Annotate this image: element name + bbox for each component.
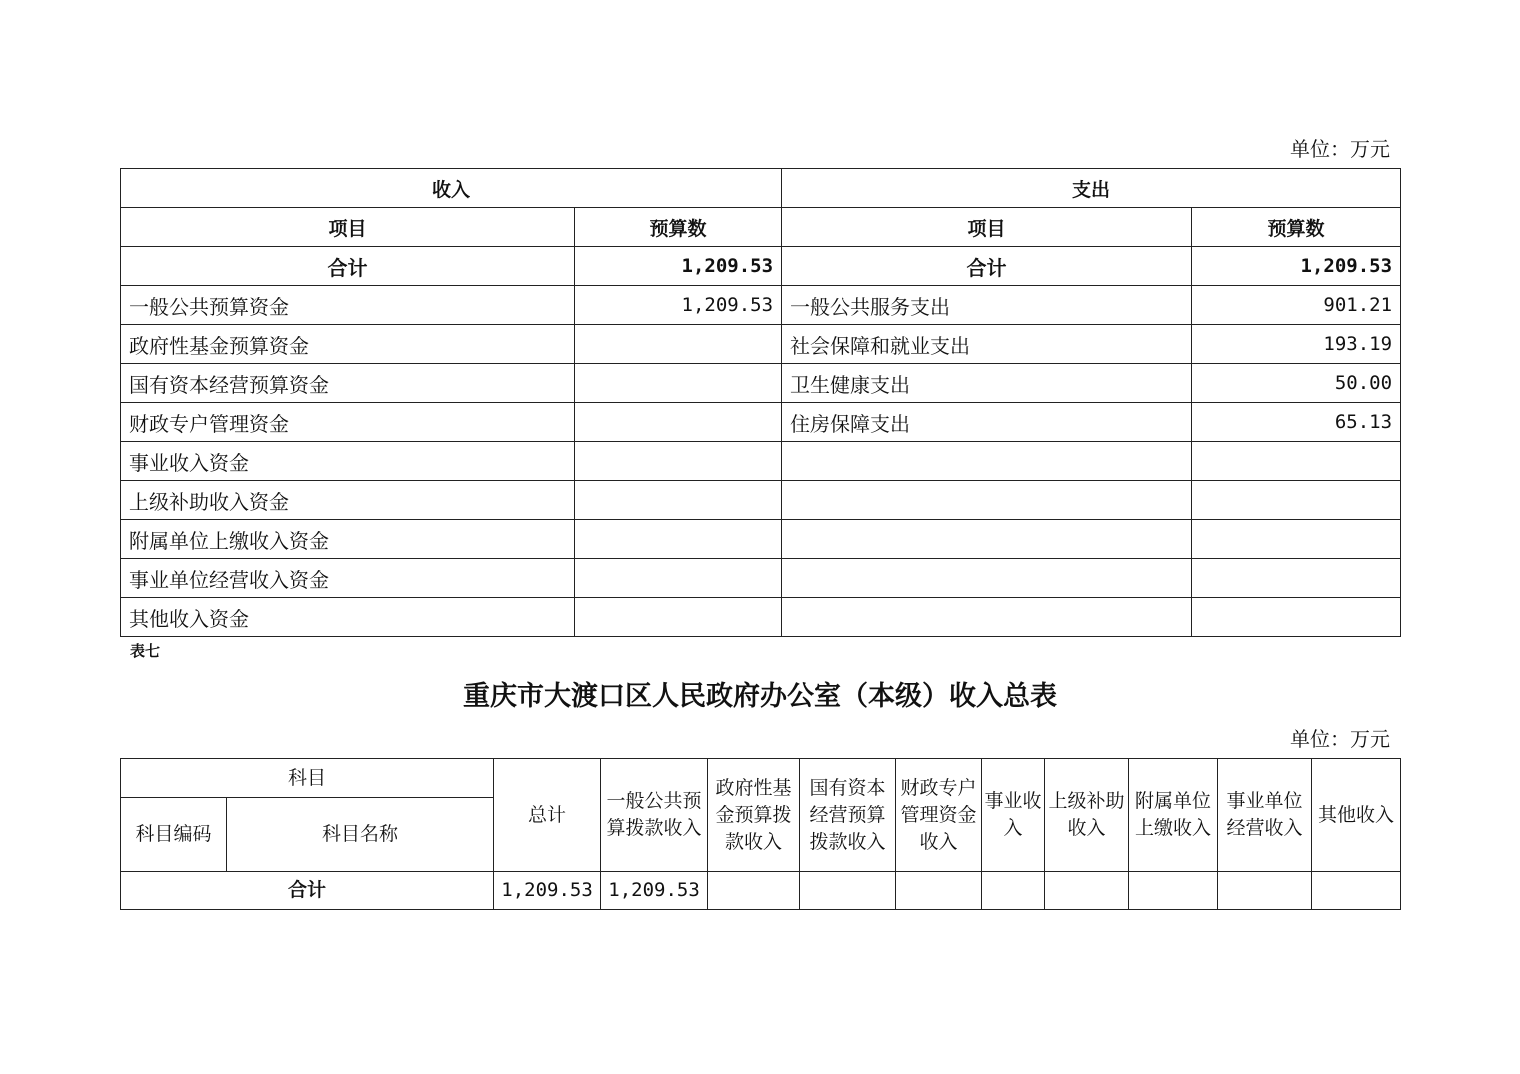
subject-header: 科目 [121,759,494,798]
table-row [121,286,1401,325]
expense-item [782,481,1192,520]
expense-item: 社会保障和就业支出 [782,325,1192,364]
table-row [121,442,1401,481]
income-item: 国有资本经营预算资金 [121,364,575,403]
section-header-row [121,169,1401,208]
income-amount [575,481,782,520]
header-row [121,759,1401,798]
expense-amount [1192,520,1401,559]
column-header: 财政专户管理资金收入 [896,759,982,872]
expense-total-label: 合计 [782,247,1192,286]
income-item: 其他收入资金 [121,598,575,637]
column-value [896,872,982,910]
column-header: 附属单位上缴收入 [1129,759,1218,872]
table-row [121,403,1401,442]
expense-amount [1192,559,1401,598]
total-row [121,247,1401,286]
income-amount-header: 预算数 [575,208,782,247]
unit-label: 单位：万元 [1290,727,1390,751]
column-value [1218,872,1312,910]
column-header: 国有资本经营预算拨款收入 [800,759,896,872]
income-amount [575,520,782,559]
column-header: 事业单位经营收入 [1218,759,1312,872]
income-total-value: 1,209.53 [575,247,782,286]
table-row [121,559,1401,598]
income-item: 事业收入资金 [121,442,575,481]
column-header: 政府性基金预算拨款收入 [708,759,800,872]
income-amount: 1,209.53 [575,286,782,325]
column-header: 事业收入 [982,759,1045,872]
table-row [121,598,1401,637]
expense-item-header: 项目 [782,208,1192,247]
income-item: 附属单位上缴收入资金 [121,520,575,559]
income-item-header: 项目 [121,208,575,247]
income-header: 收入 [121,169,782,208]
column-header: 上级补助收入 [1045,759,1129,872]
budget-summary-table [120,168,1401,637]
total-row [121,872,1401,910]
total-row-label: 合计 [121,872,494,910]
expense-item [782,442,1192,481]
expense-amount [1192,442,1401,481]
income-item: 一般公共预算资金 [121,286,575,325]
table-row [121,364,1401,403]
column-value [982,872,1045,910]
income-item: 上级补助收入资金 [121,481,575,520]
table-row [121,481,1401,520]
column-header: 其他收入 [1312,759,1401,872]
expense-total-value: 1,209.53 [1192,247,1401,286]
column-value [1045,872,1129,910]
column-value [800,872,896,910]
table-number-label: 表七 [130,642,161,660]
table-row [121,325,1401,364]
total-value: 1,209.53 [494,872,601,910]
expense-amount-header: 预算数 [1192,208,1401,247]
expense-amount: 193.19 [1192,325,1401,364]
income-amount [575,598,782,637]
expense-amount: 50.00 [1192,364,1401,403]
table-row [121,520,1401,559]
expense-item: 卫生健康支出 [782,364,1192,403]
income-summary-table [120,758,1401,910]
income-amount [575,325,782,364]
column-value: 1,209.53 [601,872,708,910]
subject-code-header: 科目编码 [121,798,227,872]
expense-header: 支出 [782,169,1401,208]
subject-name-header: 科目名称 [227,798,494,872]
expense-item: 一般公共服务支出 [782,286,1192,325]
expense-item [782,520,1192,559]
income-amount [575,559,782,598]
expense-item: 住房保障支出 [782,403,1192,442]
income-item: 事业单位经营收入资金 [121,559,575,598]
column-header-row [121,208,1401,247]
income-total-label: 合计 [121,247,575,286]
income-item: 政府性基金预算资金 [121,325,575,364]
expense-amount [1192,598,1401,637]
expense-amount [1192,481,1401,520]
page-title: 重庆市大渡口区人民政府办公室（本级）收入总表 [463,681,1057,712]
column-value [708,872,800,910]
income-amount [575,403,782,442]
expense-amount: 901.21 [1192,286,1401,325]
column-value [1129,872,1218,910]
expense-item [782,559,1192,598]
expense-amount: 65.13 [1192,403,1401,442]
expense-item [782,598,1192,637]
income-item: 财政专户管理资金 [121,403,575,442]
income-amount [575,442,782,481]
column-value [1312,872,1401,910]
unit-label: 单位：万元 [1290,137,1390,161]
total-header: 总计 [494,759,601,872]
income-amount [575,364,782,403]
column-header: 一般公共预算拨款收入 [601,759,708,872]
